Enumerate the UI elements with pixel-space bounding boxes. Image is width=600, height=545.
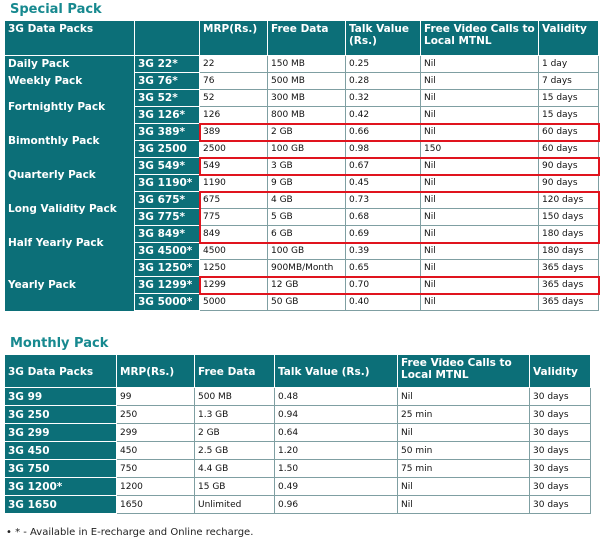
cell-data: 2 GB xyxy=(268,124,346,141)
cell-mrp: 4500 xyxy=(200,243,268,260)
cell-validity: 150 days xyxy=(539,209,599,226)
cell-talk: 0.25 xyxy=(346,56,421,73)
cell-mrp: 450 xyxy=(117,442,195,460)
pack-name: 3G 4500* xyxy=(135,243,200,260)
cell-video: Nil xyxy=(421,175,539,192)
cell-mrp: 389 xyxy=(200,124,268,141)
cell-video: Nil xyxy=(398,424,530,442)
header-validity: Validity xyxy=(539,21,599,56)
row-group-label: Weekly Pack xyxy=(5,73,135,90)
table-row xyxy=(5,226,599,243)
pack-name: 3G 99 xyxy=(5,388,117,406)
cell-mrp: 549 xyxy=(200,158,268,175)
cell-video: Nil xyxy=(421,107,539,124)
cell-mrp: 750 xyxy=(117,460,195,478)
cell-validity: 30 days xyxy=(530,478,591,496)
monthly-header-row xyxy=(5,355,591,388)
table-row xyxy=(5,460,591,478)
cell-data: 150 MB xyxy=(268,56,346,73)
row-group-label: Long Validity Pack xyxy=(5,192,135,226)
cell-validity: 30 days xyxy=(530,442,591,460)
cell-talk: 0.40 xyxy=(346,294,421,311)
header-talk-value: Talk Value (Rs.) xyxy=(346,21,421,56)
header-talk-value: Talk Value (Rs.) xyxy=(275,355,398,388)
pack-name: 3G 22* xyxy=(135,56,200,73)
cell-video: Nil xyxy=(421,294,539,311)
special-pack-table xyxy=(4,20,599,311)
cell-video: Nil xyxy=(398,388,530,406)
cell-talk: 0.42 xyxy=(346,107,421,124)
cell-mrp: 1200 xyxy=(117,478,195,496)
cell-data: 3 GB xyxy=(268,158,346,175)
cell-mrp: 99 xyxy=(117,388,195,406)
pack-name: 3G 1200* xyxy=(5,478,117,496)
cell-video: Nil xyxy=(421,243,539,260)
monthly-pack-table xyxy=(4,354,591,514)
cell-talk: 0.68 xyxy=(346,209,421,226)
cell-validity: 7 days xyxy=(539,73,599,90)
header-3g-data-packs: 3G Data Packs xyxy=(5,355,117,388)
row-group-label: Yearly Pack xyxy=(5,260,135,311)
table-row xyxy=(5,478,591,496)
cell-data: 100 GB xyxy=(268,243,346,260)
table-row xyxy=(5,56,599,73)
cell-mrp: 1190 xyxy=(200,175,268,192)
cell-talk: 0.70 xyxy=(346,277,421,294)
pack-name: 3G 750 xyxy=(5,460,117,478)
row-group-label: Bimonthly Pack xyxy=(5,124,135,158)
cell-video: Nil xyxy=(421,90,539,107)
cell-talk: 0.28 xyxy=(346,73,421,90)
header-3g-data-packs: 3G Data Packs xyxy=(5,21,135,56)
pack-name: 3G 1299* xyxy=(135,277,200,294)
cell-data: 500 MB xyxy=(268,73,346,90)
cell-talk: 0.94 xyxy=(275,406,398,424)
cell-mrp: 22 xyxy=(200,56,268,73)
pack-name: 3G 76* xyxy=(135,73,200,90)
cell-talk: 0.96 xyxy=(275,496,398,514)
pack-name: 3G 450 xyxy=(5,442,117,460)
header-free-data: Free Data xyxy=(268,21,346,56)
cell-data: 4 GB xyxy=(268,192,346,209)
cell-talk: 0.67 xyxy=(346,158,421,175)
cell-talk: 0.49 xyxy=(275,478,398,496)
cell-data: 800 MB xyxy=(268,107,346,124)
special-header-row xyxy=(5,21,599,56)
table-row xyxy=(5,124,599,141)
cell-talk: 1.50 xyxy=(275,460,398,478)
cell-validity: 1 day xyxy=(539,56,599,73)
cell-data: 9 GB xyxy=(268,175,346,192)
cell-mrp: 76 xyxy=(200,73,268,90)
cell-validity: 30 days xyxy=(530,424,591,442)
cell-data: 4.4 GB xyxy=(195,460,275,478)
cell-data: 900MB/Month xyxy=(268,260,346,277)
table-row xyxy=(5,158,599,175)
pack-name: 3G 1650 xyxy=(5,496,117,514)
cell-video: Nil xyxy=(421,260,539,277)
cell-data: 100 GB xyxy=(268,141,346,158)
cell-validity: 365 days xyxy=(539,277,599,294)
cell-talk: 0.65 xyxy=(346,260,421,277)
cell-mrp: 299 xyxy=(117,424,195,442)
row-group-label: Daily Pack xyxy=(5,56,135,73)
cell-video: 75 min xyxy=(398,460,530,478)
pack-name: 3G 5000* xyxy=(135,294,200,311)
cell-validity: 60 days xyxy=(539,141,599,158)
pack-name: 3G 1250* xyxy=(135,260,200,277)
cell-video: Nil xyxy=(421,192,539,209)
cell-mrp: 775 xyxy=(200,209,268,226)
cell-validity: 365 days xyxy=(539,294,599,311)
cell-validity: 30 days xyxy=(530,388,591,406)
cell-validity: 15 days xyxy=(539,107,599,124)
cell-mrp: 52 xyxy=(200,90,268,107)
table-row xyxy=(5,496,591,514)
cell-data: 2 GB xyxy=(195,424,275,442)
cell-video: Nil xyxy=(421,209,539,226)
cell-video: Nil xyxy=(421,73,539,90)
cell-validity: 365 days xyxy=(539,260,599,277)
pack-name: 3G 52* xyxy=(135,90,200,107)
cell-validity: 30 days xyxy=(530,496,591,514)
cell-validity: 120 days xyxy=(539,192,599,209)
table-row xyxy=(5,73,599,90)
cell-validity: 180 days xyxy=(539,243,599,260)
cell-video: Nil xyxy=(421,56,539,73)
monthly-pack-title: Monthly Pack xyxy=(10,336,109,351)
cell-video: Nil xyxy=(421,158,539,175)
cell-data: 5 GB xyxy=(268,209,346,226)
cell-validity: 30 days xyxy=(530,460,591,478)
cell-mrp: 1299 xyxy=(200,277,268,294)
row-group-label: Quarterly Pack xyxy=(5,158,135,192)
cell-data: 6 GB xyxy=(268,226,346,243)
cell-mrp: 1650 xyxy=(117,496,195,514)
cell-data: 500 MB xyxy=(195,388,275,406)
table-row xyxy=(5,406,591,424)
cell-talk: 0.48 xyxy=(275,388,398,406)
cell-mrp: 675 xyxy=(200,192,268,209)
cell-data: 15 GB xyxy=(195,478,275,496)
cell-talk: 0.98 xyxy=(346,141,421,158)
cell-mrp: 2500 xyxy=(200,141,268,158)
cell-validity: 60 days xyxy=(539,124,599,141)
header-free-video-calls: Free Video Calls to Local MTNL xyxy=(421,21,539,56)
table-row xyxy=(5,442,591,460)
cell-video: Nil xyxy=(398,496,530,514)
cell-mrp: 126 xyxy=(200,107,268,124)
cell-talk: 0.69 xyxy=(346,226,421,243)
cell-validity: 180 days xyxy=(539,226,599,243)
cell-video: Nil xyxy=(421,124,539,141)
cell-validity: 30 days xyxy=(530,406,591,424)
cell-talk: 0.73 xyxy=(346,192,421,209)
cell-video: 25 min xyxy=(398,406,530,424)
header-free-data: Free Data xyxy=(195,355,275,388)
cell-video: 50 min xyxy=(398,442,530,460)
cell-validity: 90 days xyxy=(539,175,599,192)
cell-mrp: 849 xyxy=(200,226,268,243)
special-pack-title: Special Pack xyxy=(10,2,102,17)
pack-name: 3G 849* xyxy=(135,226,200,243)
pack-name: 3G 2500 xyxy=(135,141,200,158)
cell-mrp: 1250 xyxy=(200,260,268,277)
cell-mrp: 5000 xyxy=(200,294,268,311)
pack-name: 3G 250 xyxy=(5,406,117,424)
cell-data: Unlimited xyxy=(195,496,275,514)
cell-talk: 0.64 xyxy=(275,424,398,442)
table-row xyxy=(5,424,591,442)
header-pack-name xyxy=(135,21,200,56)
cell-talk: 0.32 xyxy=(346,90,421,107)
header-free-video-calls: Free Video Calls to Local MTNL xyxy=(398,355,530,388)
pack-name: 3G 126* xyxy=(135,107,200,124)
table-row xyxy=(5,192,599,209)
cell-talk: 0.45 xyxy=(346,175,421,192)
header-mrp: MRP(Rs.) xyxy=(117,355,195,388)
pack-name: 3G 775* xyxy=(135,209,200,226)
table-row xyxy=(5,388,591,406)
header-validity: Validity xyxy=(530,355,591,388)
cell-video: Nil xyxy=(421,226,539,243)
footnote: • * - Available in E-recharge and Online recharge. xyxy=(6,527,254,538)
cell-data: 1.3 GB xyxy=(195,406,275,424)
cell-data: 2.5 GB xyxy=(195,442,275,460)
cell-data: 50 GB xyxy=(268,294,346,311)
cell-validity: 90 days xyxy=(539,158,599,175)
cell-data: 300 MB xyxy=(268,90,346,107)
header-mrp: MRP(Rs.) xyxy=(200,21,268,56)
table-row xyxy=(5,90,599,107)
cell-video: Nil xyxy=(398,478,530,496)
cell-video: 150 xyxy=(421,141,539,158)
pack-name: 3G 389* xyxy=(135,124,200,141)
pack-name: 3G 675* xyxy=(135,192,200,209)
pack-name: 3G 549* xyxy=(135,158,200,175)
pack-name: 3G 299 xyxy=(5,424,117,442)
table-row xyxy=(5,260,599,277)
cell-validity: 15 days xyxy=(539,90,599,107)
row-group-label: Half Yearly Pack xyxy=(5,226,135,260)
row-group-label: Fortnightly Pack xyxy=(5,90,135,124)
cell-video: Nil xyxy=(421,277,539,294)
cell-talk: 0.39 xyxy=(346,243,421,260)
cell-mrp: 250 xyxy=(117,406,195,424)
pack-name: 3G 1190* xyxy=(135,175,200,192)
cell-talk: 1.20 xyxy=(275,442,398,460)
cell-talk: 0.66 xyxy=(346,124,421,141)
cell-data: 12 GB xyxy=(268,277,346,294)
